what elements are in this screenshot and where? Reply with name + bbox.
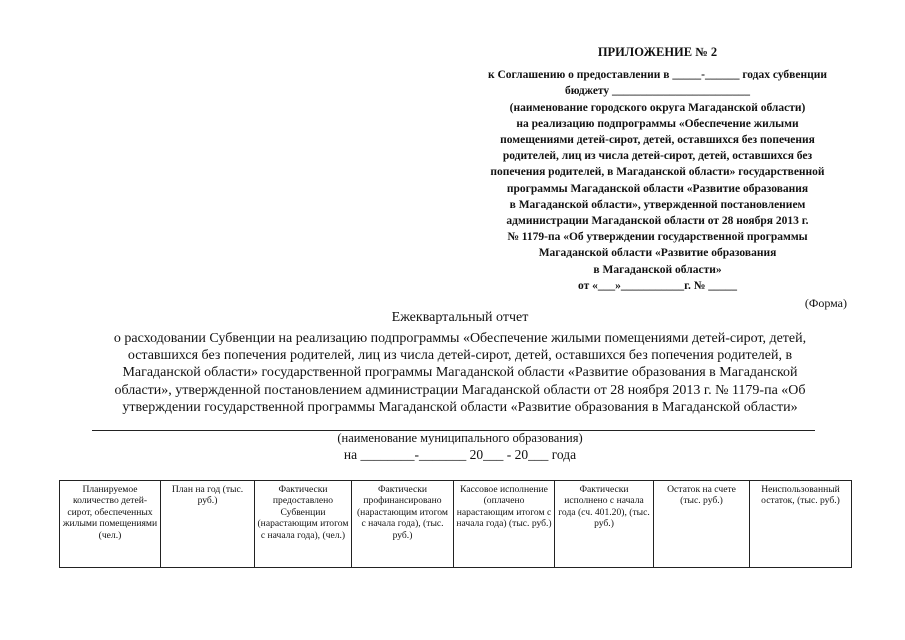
appendix-header bbox=[455, 44, 860, 294]
appendix-line: родителей, лиц из числа детей-сирот, детей, оставшихся без bbox=[502, 150, 813, 163]
appendix-title: ПРИЛОЖЕНИЕ № 2 bbox=[597, 45, 718, 59]
reporting-period bbox=[60, 447, 860, 463]
appendix-line: администрации Магаданской области от 28 ноября 2013 г. bbox=[506, 215, 809, 228]
appendix-line: программы Магаданской области «Развитие образования bbox=[506, 182, 809, 195]
report-description-line: Магаданской области» государственной программы Магаданской области «Развитие образования в Магаданской bbox=[122, 365, 798, 381]
column-header: Фактически профинансировано (нарастающим итогом с начала года), (тыс. руб.) bbox=[352, 481, 454, 568]
column-header: Неиспользованный остаток, (тыс. руб.) bbox=[750, 481, 852, 568]
form-label: (Форма) bbox=[804, 296, 847, 310]
appendix-line: № 1179-па «Об утверждении государственной программы bbox=[507, 231, 808, 244]
appendix-line: (наименование городского округа Магаданской области) bbox=[509, 101, 806, 114]
report-title: Ежеквартальный отчет bbox=[391, 310, 529, 325]
report-description-line: оставшихся без попечения родителей, лиц из числа детей-сирот, детей, оставшихся без попечения родителей, в bbox=[127, 348, 793, 364]
appendix-line: в Магаданской области» bbox=[593, 263, 722, 276]
report-description-line: утверждении государственной программы Магаданской области «Развитие образования в Магаданской области» bbox=[122, 399, 798, 415]
column-header: Кассовое исполнение (оплачено нарастающим итогом с начала года) (тыс. руб.) bbox=[454, 481, 555, 568]
appendix-line: Магаданской области «Развитие образования bbox=[538, 247, 777, 260]
municipality-caption: (наименование муниципального образования) bbox=[337, 431, 583, 445]
column-header: План на год (тыс. руб.) bbox=[161, 481, 255, 568]
table-header-row bbox=[60, 481, 852, 568]
report-description-line: о расходовании Субвенции на реализацию подпрограммы «Обеспечение жилыми помещениями детей-сирот, детей, bbox=[113, 331, 807, 346]
appendix-line: от «___»___________г. № _____ bbox=[578, 279, 737, 292]
appendix-line: в Магаданской области», утвержденной постановлением bbox=[509, 198, 806, 211]
column-header: Остаток на счете (тыс. руб.) bbox=[654, 481, 750, 568]
period-blanks: на ________-_______ 20___ - 20___ bbox=[343, 447, 549, 462]
appendix-line: к Соглашению о предоставлении в _____-______ годах субвенции bbox=[487, 69, 827, 82]
report-description-line: области», утвержденной постановлением администрации Магаданской области от 28 ноября 2013 г. № 1179-па «Об bbox=[114, 382, 806, 398]
column-header: Фактически исполнено с начала года (сч. 401.20), (тыс. руб.) bbox=[555, 481, 654, 568]
appendix-line: на реализацию подпрограммы «Обеспечение жилыми bbox=[516, 117, 799, 130]
period-suffix: года bbox=[551, 447, 577, 462]
report-description bbox=[60, 330, 860, 416]
column-header: Фактически предоставлено Субвенции (нарастающим итогом с начала года), (чел.) bbox=[255, 481, 352, 568]
appendix-line: бюджету ________________________ bbox=[564, 85, 751, 98]
appendix-line: помещениями детей-сирот, детей, оставшихся без попечения bbox=[500, 134, 815, 147]
report-table bbox=[59, 480, 852, 568]
column-header: Планируемое количество детей-сирот, обеспеченных жилыми помещениями (чел.) bbox=[60, 481, 161, 568]
appendix-line: попечения родителей, в Магаданской области» государственной bbox=[490, 166, 825, 179]
